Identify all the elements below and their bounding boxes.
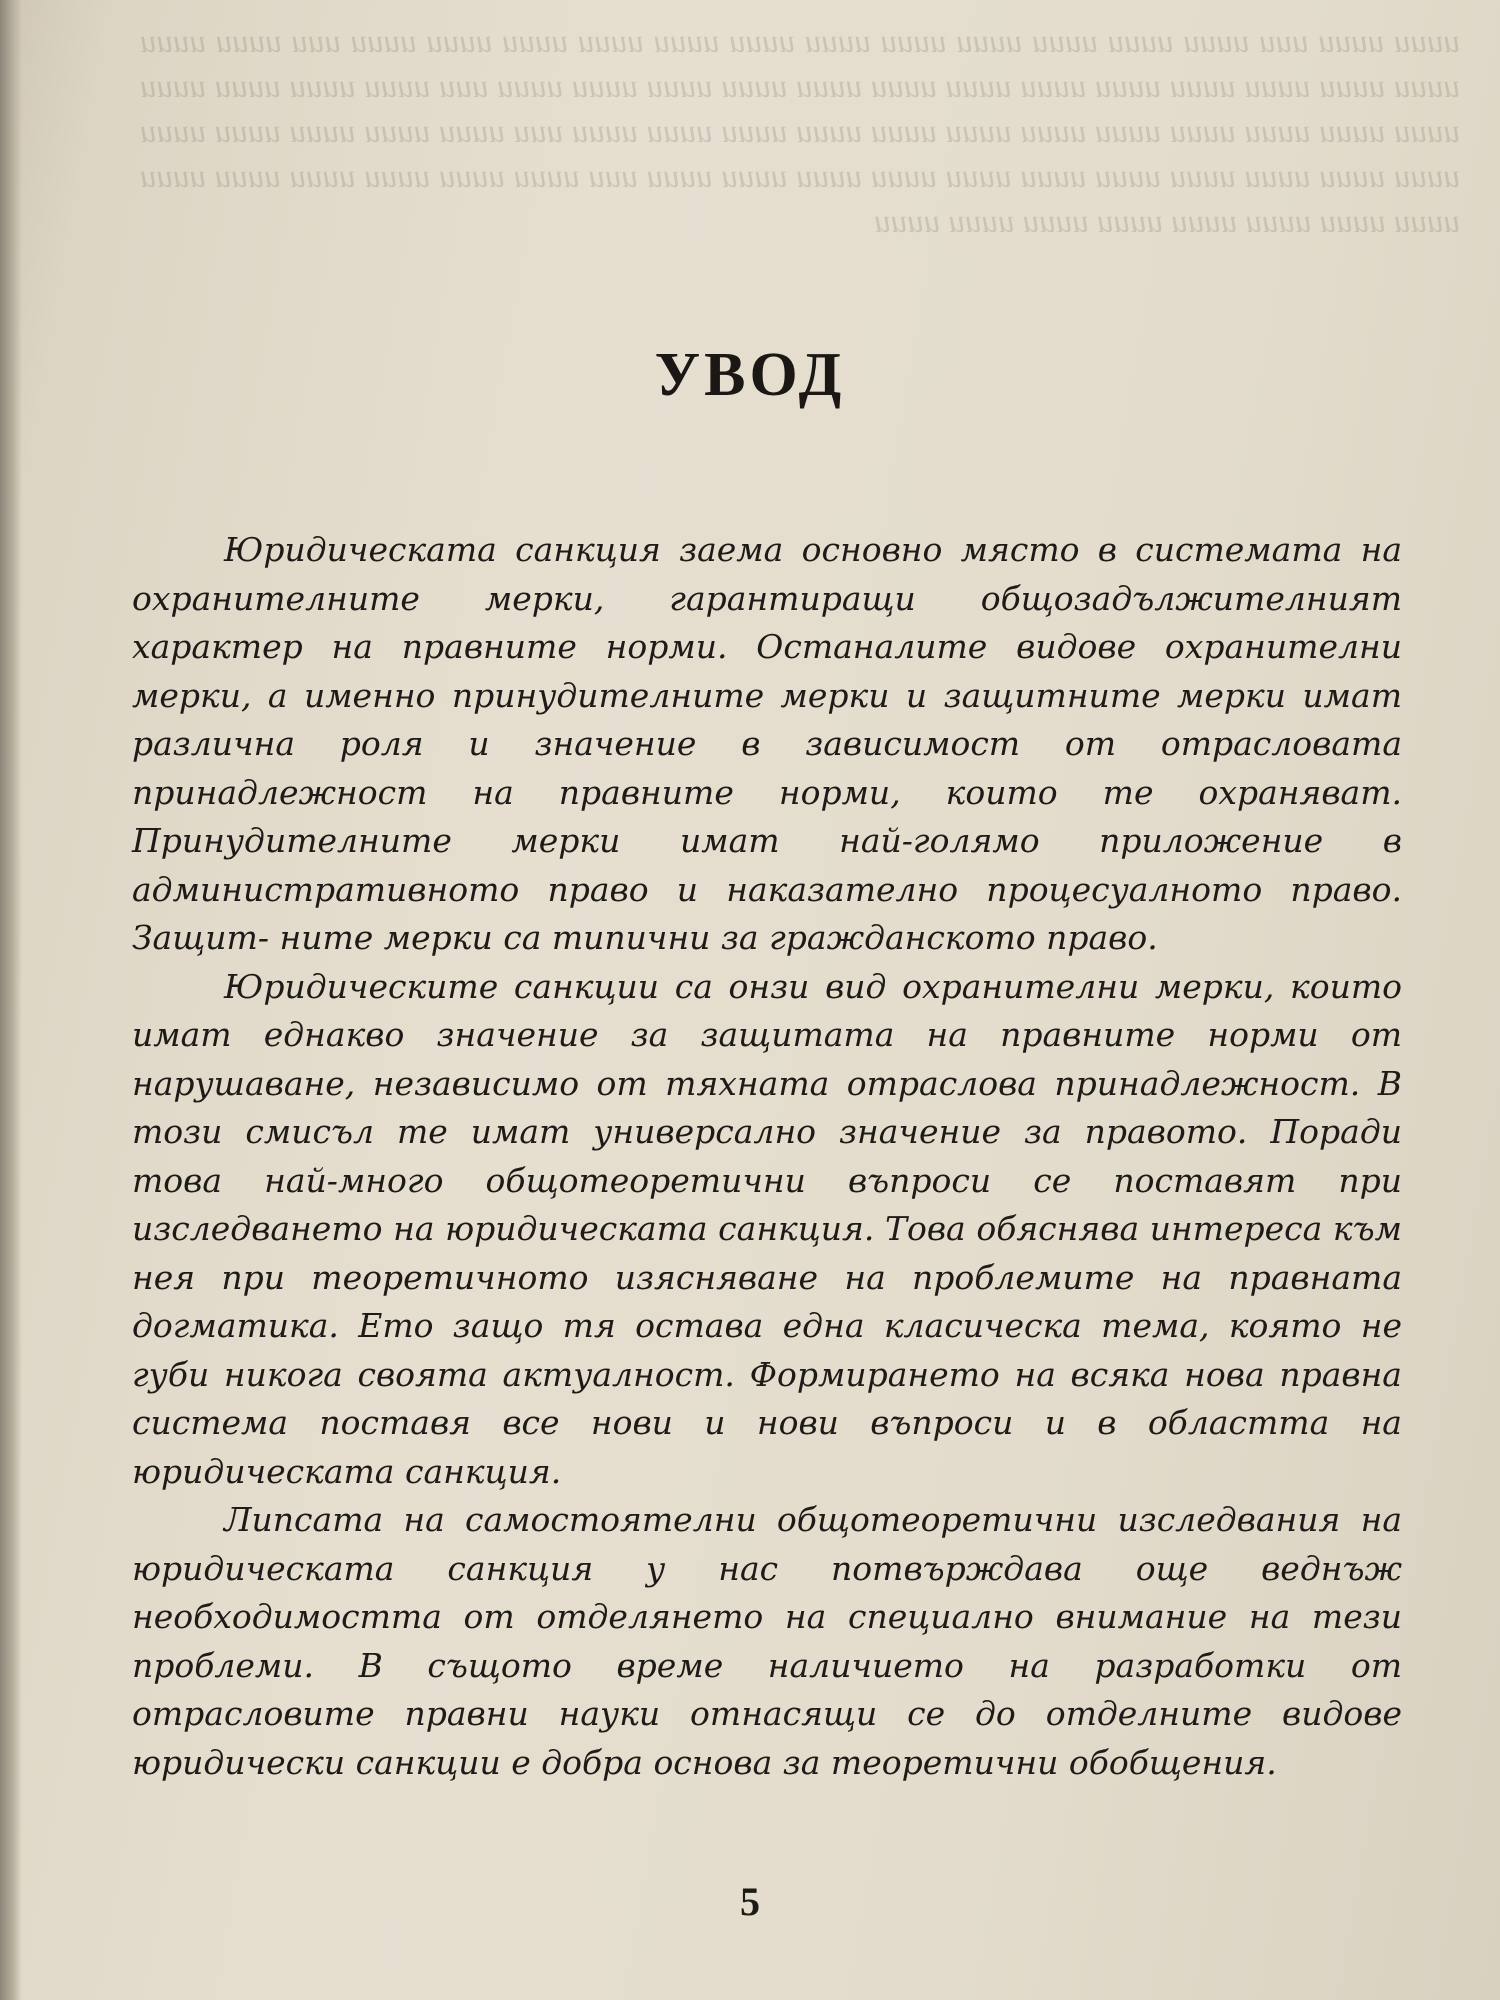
paragraph-1: Юридическата санкция заема основно място в системата на охранителните мерки, гарантиращи общозадължителният характер на правните норми. Останалите видове охранителни мерки, а именно принудителните мерки и защитните мерки имат различна роля и значение в зависимост от отрасловата принадлежност на правните норми, които те охраняват. Принудителните мерки имат най-голямо приложение в административното право и наказателно процесуалното право. Защит- ните мерки са типични за гражданското право. (132, 530, 1402, 957)
page-number: 5 (740, 1879, 760, 1924)
spine-shadow (0, 0, 22, 2000)
bleed-through-texture: ииии ииии иии ииии ииии ииии ииии ииии ииии ииии ииии ииии ииии ииии ииии иии ииии ииии ииии ииии ииии ииии ииии ииии ииии ииии ииии ииии ииии ииии ииии иии ииии ииии ииии ииии ииии ииии ииии ииии ииии ииии ииии ииии ииии ииии ииии ииии иии ииии ииии ииии ииии ииии ииии ииии ииии ииии ииии ииии ииии ииии ииии ииии ииии иии ииии ииии ииии ииии ииии ииии ииии ииии ииии ииии ииии ииии ииии ииии (140, 24, 1460, 240)
body-text (132, 526, 1402, 1787)
paragraph-3: Липсата на самостоятелни общотеоретични изследвания на юридическата санкция у нас потвърждава още веднъж необходимостта от отделянето на специално внимание на тези проблеми. В същото време наличието на разработки от отрасловите правни науки отнасящи се до отделните видове юридически санкции е добра основа за теоретични обобщения. (132, 1500, 1402, 1782)
page-title: УВОД (654, 341, 846, 409)
paragraph-2: Юридическите санкции са онзи вид охранителни мерки, които имат еднакво значение за защитата на правните норми от нарушаване, независимо от тяхната отраслова принадлежност. В този смисъл те имат универсално значение за правото. Поради това най-много общотеоретични въпроси се поставят при изследването на юридическата санкция. Това обяснява интереса към нея при теоретичното изясняване на проблемите на правната догматика. Ето защо тя остава една класическа тема, която не губи никога своята актуалност. Формирането на всяка нова правна система поставя все нови и нови въпроси и в областта на юридическата санкция. (132, 966, 1402, 1491)
